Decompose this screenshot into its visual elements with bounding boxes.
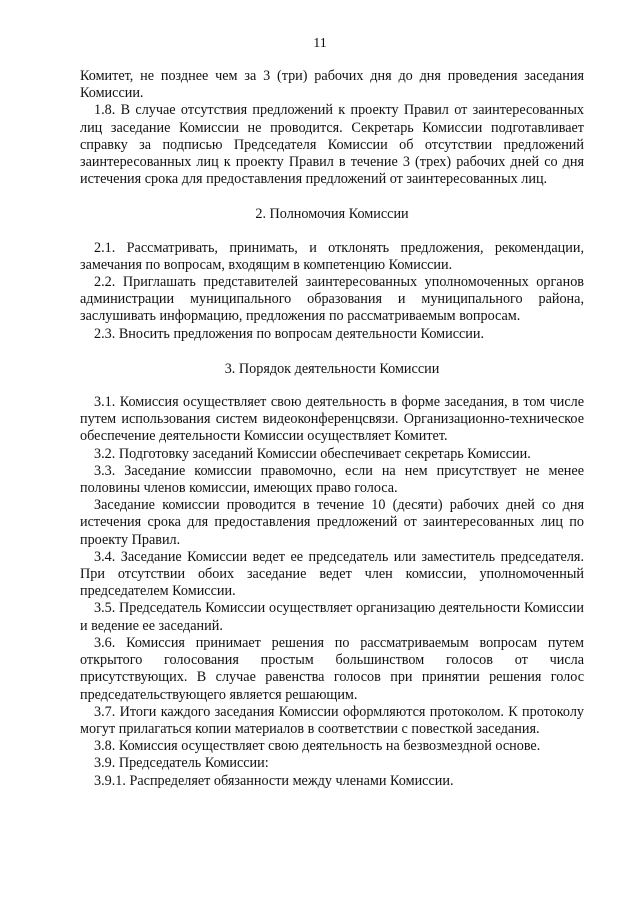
- page-number: 11: [313, 36, 327, 51]
- paragraph-3-3: 3.3. Заседание комиссии правомочно, если на нем присутствует не менее половины членов комиссии, имеющих право голоса.: [80, 462, 584, 497]
- paragraph-3-6: 3.6. Комиссия принимает решения по рассматриваемым вопросам путем открытого голосования простым большинством голосов от числа присутствующих. В случае равенства голосов при принятии решения голос председательствующего является решающим.: [80, 634, 584, 703]
- paragraph-3-8: 3.8. Комиссия осуществляет свою деятельность на безвозмездной основе.: [94, 738, 541, 755]
- paragraph-2-2: 2.2. Приглашать представителей заинтересованных уполномоченных органов администрации муниципального образования и муниципального района, заслушивать информацию, предложения по рассматриваемым вопросам.: [80, 274, 584, 325]
- paragraph-3-4: 3.4. Заседание Комиссии ведет ее председатель или заместитель председателя. При отсутствии обоих заседание ведет член комиссии, уполномоченный председателем Комиссии.: [80, 548, 584, 600]
- paragraph-3-3-continued: Заседание комиссии проводится в течение 10 (десяти) рабочих дней со дня истечения срока для предоставления предложений от заинтересованных лиц по проекту Правил.: [80, 497, 584, 548]
- paragraph-3-9-1: 3.9.1. Распределяет обязанности между членами Комиссии.: [94, 772, 454, 789]
- paragraph-2-3: 2.3. Вносить предложения по вопросам деятельности Комиссии.: [94, 325, 485, 342]
- paragraph-3-2: 3.2. Подготовку заседаний Комиссии обеспечивает секретарь Комиссии.: [94, 445, 531, 462]
- paragraph-3-7: 3.7. Итоги каждого заседания Комиссии оформляются протоколом. К протоколу могут прилагаться копии материалов в соответствии с повесткой заседания.: [80, 703, 584, 737]
- paragraph-1-7-continuation: Комитет, не позднее чем за 3 (три) рабочих дня до дня проведения заседания Комиссии.: [80, 68, 584, 102]
- section-heading-2: 2. Полномочия Комиссии: [255, 206, 409, 223]
- paragraph-3-1: 3.1. Комиссия осуществляет свою деятельность в форме заседания, в том числе путем использования систем видеоконференцсвязи. Организационно-техническое обеспечение деятельности Комиссии осуществляет Комитет.: [80, 394, 584, 445]
- paragraph-3-5: 3.5. Председатель Комиссии осуществляет организацию деятельности Комиссии и ведение ее заседаний.: [80, 600, 584, 634]
- paragraph-3-9: 3.9. Председатель Комиссии:: [94, 755, 269, 772]
- section-heading-3: 3. Порядок деятельности Комиссии: [224, 360, 440, 377]
- paragraph-1-8: 1.8. В случае отсутствия предложений к проекту Правил от заинтересованных лиц заседание Комиссии не проводится. Секретарь Комиссии подготавливает справку за подписью Председателя Комиссии об отсутствии предложений заинтересованных лиц к проекту Правил в течение 3 (трех) рабочих дней со дня истечения срока для предоставления предложений от заинтересованных лиц.: [80, 102, 584, 188]
- paragraph-2-1: 2.1. Рассматривать, принимать, и отклонять предложения, рекомендации, замечания по вопросам, входящим в компетенцию Комиссии.: [80, 239, 584, 273]
- document-body: [80, 68, 584, 790]
